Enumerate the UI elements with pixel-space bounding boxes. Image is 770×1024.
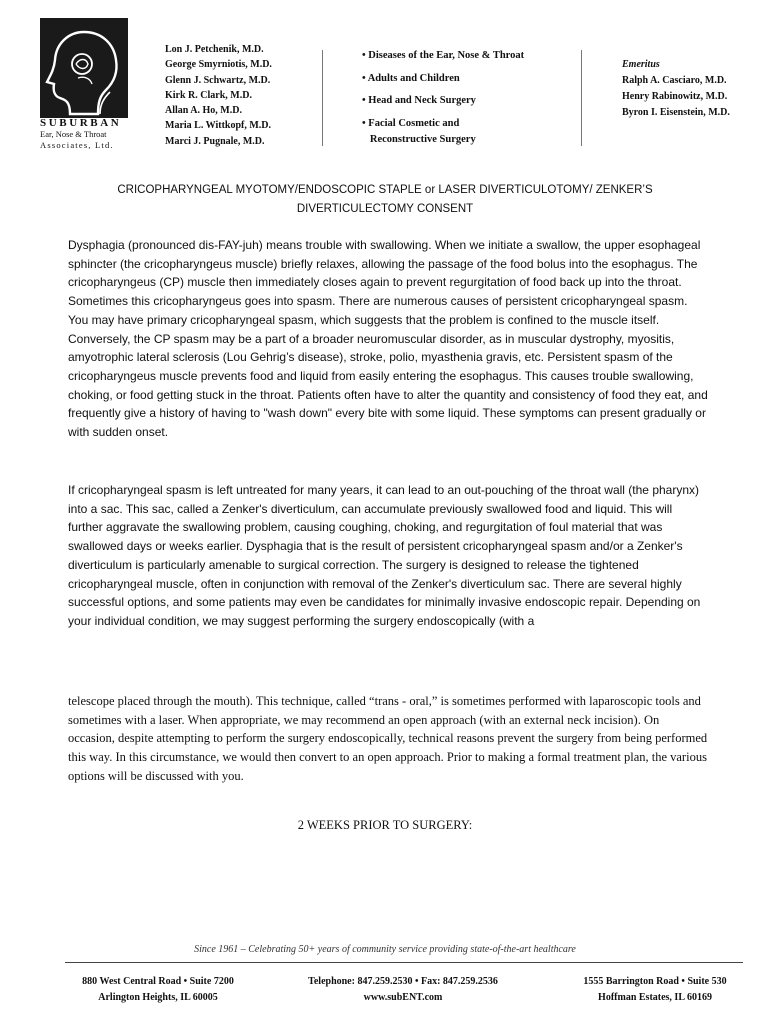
footer-left-line2: Arlington Heights, IL 60005 xyxy=(98,992,218,1003)
paragraph-zenkers: If cricopharyngeal spasm is left untreated for many years, it can lead to an out-pouching of the throat wall (the pharynx) into a sac. This sac, called a Zenker's diverticulum, can accumulate previously swallowed food and liquid. This will further aggravate the swallowing problem, causing coughing, choking, and regurgitation of foul material that was swallowed days or weeks earlier. Dysphagia that is the result of persistent cricopharyngeal spasm and/or a Zenker's diverticulum is particularly amenable to surgical correction. The surgery is designed to release the tightened cricopharyngeal muscle, often in conjunction with removal of the Zenker's diverticulum sac. There are several highly successful options, and some patients may even be candidates for minimally invasive endoscopic repair. Depending on your individual condition, we may suggest performing the surgery endoscopically (with a xyxy=(68,483,701,628)
document-title xyxy=(40,181,730,219)
physician-name: Marci J. Pugnale, M.D. xyxy=(165,135,265,147)
physician-name: George Smyrniotis, M.D. xyxy=(165,59,272,71)
head-silhouette-logo-icon xyxy=(40,18,128,118)
paragraph-technique: telescope placed through the mouth). This technique, called “trans - oral,” is sometimes performed with laparoscopic tools and sometimes with a laser. When appropriate, we may recommend an open approach (with an external neck incision). On occasion, despite attempting to perform the surgery endoscopically, technical reasons prevent the surgery from being performed this way. In this circumstance, we would then convert to an open approach. Prior to making a formal treatment plan, the various options will be discussed with you. xyxy=(68,694,708,783)
footer-phone-fax: Telephone: 847.259.2530 • Fax: 847.259.2536 xyxy=(308,976,498,987)
logo-subtitle2: Associates, Ltd. xyxy=(40,140,114,150)
logo-name: SUBURBAN xyxy=(40,117,122,129)
footer-divider xyxy=(65,962,743,963)
physician-name: Allan A. Ho, M.D. xyxy=(165,105,242,117)
document-title-line1: CRICOPHARYNGEAL MYOTOMY/ENDOSCOPIC STAPLE or LASER DIVERTICULOTOMY/ ZENKER’S xyxy=(117,184,653,196)
header-divider-right xyxy=(581,50,582,146)
section-heading-prior-to-surgery: 2 WEEKS PRIOR TO SURGERY: xyxy=(297,818,473,832)
footer-contact xyxy=(278,974,528,1006)
header-divider-left xyxy=(322,50,323,146)
logo-subtitle: Ear, Nose & Throat xyxy=(40,129,107,139)
services-list xyxy=(362,45,524,152)
paragraph-dysphagia: Dysphagia (pronounced dis-FAY-juh) means trouble with swallowing. When we initiate a swallow, the upper esophageal sphincter (the cricopharyngeus muscle) briefly relaxes, allowing the passage of the food bolus into the esophagus. The cricopharyngeus (CP) muscle then immediately closes again to prevent regurgitation of food back up into the throat. Sometimes this cricopharyngeus goes into spasm. There are numerous causes of persistent cricopharyngeal spasm. You may have primary cricopharyngeal spasm, which suggests that the problem is confined to the muscle itself. Conversely, the CP spasm may be a part of a broader neuromuscular disorder, as in muscular dystrophy, myositis, amyotrophic lateral sclerosis (Lou Gehrig’s disease), stroke, polio, myasthenia gravis, etc. Persistent spasm of the cricopharyngeus muscle prevents food and liquid from easily entering the esophagus. This causes trouble swallowing, choking, or food getting stuck in the throat. Patients often have to alter the quantity and consistency of food they eat, and frequently give a history of having to "wash down" every bite with some liquid. These symptoms can present gradually or with sudden onset. xyxy=(68,238,708,440)
physician-name: Lon J. Petchenik, M.D. xyxy=(165,44,264,55)
physician-name: Kirk R. Clark, M.D. xyxy=(165,89,252,101)
emeritus-title: Emeritus xyxy=(622,59,660,70)
footer-right-line2: Hoffman Estates, IL 60169 xyxy=(598,992,712,1003)
physicians-list xyxy=(165,42,272,149)
service-item: Reconstructive Surgery xyxy=(362,134,476,145)
emeritus-block xyxy=(622,57,730,121)
physician-name: Glenn J. Schwartz, M.D. xyxy=(165,74,271,86)
footer-website[interactable]: www.subENT.com xyxy=(363,992,443,1003)
logo-text-block xyxy=(40,117,140,151)
emeritus-name: Byron I. Eisenstein, M.D. xyxy=(622,107,730,118)
service-item: • Facial Cosmetic and xyxy=(362,117,460,129)
emeritus-name: Ralph A. Casciaro, M.D. xyxy=(622,75,727,86)
footer-left-line1: 880 West Central Road • Suite 7200 xyxy=(82,976,234,987)
footer-right-line1: 1555 Barrington Road • Suite 530 xyxy=(583,976,727,987)
physician-name: Maria L. Wittkopf, M.D. xyxy=(165,120,272,132)
service-item: • Diseases of the Ear, Nose & Throat xyxy=(362,50,525,61)
service-item: • Adults and Children xyxy=(362,72,460,84)
footer-address-arlington xyxy=(58,974,258,1006)
footer-slogan: Since 1961 – Celebrating 50+ years of community service providing state-of-the-art healthcare xyxy=(194,944,576,955)
footer-address-hoffman xyxy=(555,974,755,1006)
service-item: • Head and Neck Surgery xyxy=(362,95,476,106)
document-title-line2: DIVERTICULECTOMY CONSENT xyxy=(296,203,474,215)
emeritus-name: Henry Rabinowitz, M.D. xyxy=(622,91,728,102)
